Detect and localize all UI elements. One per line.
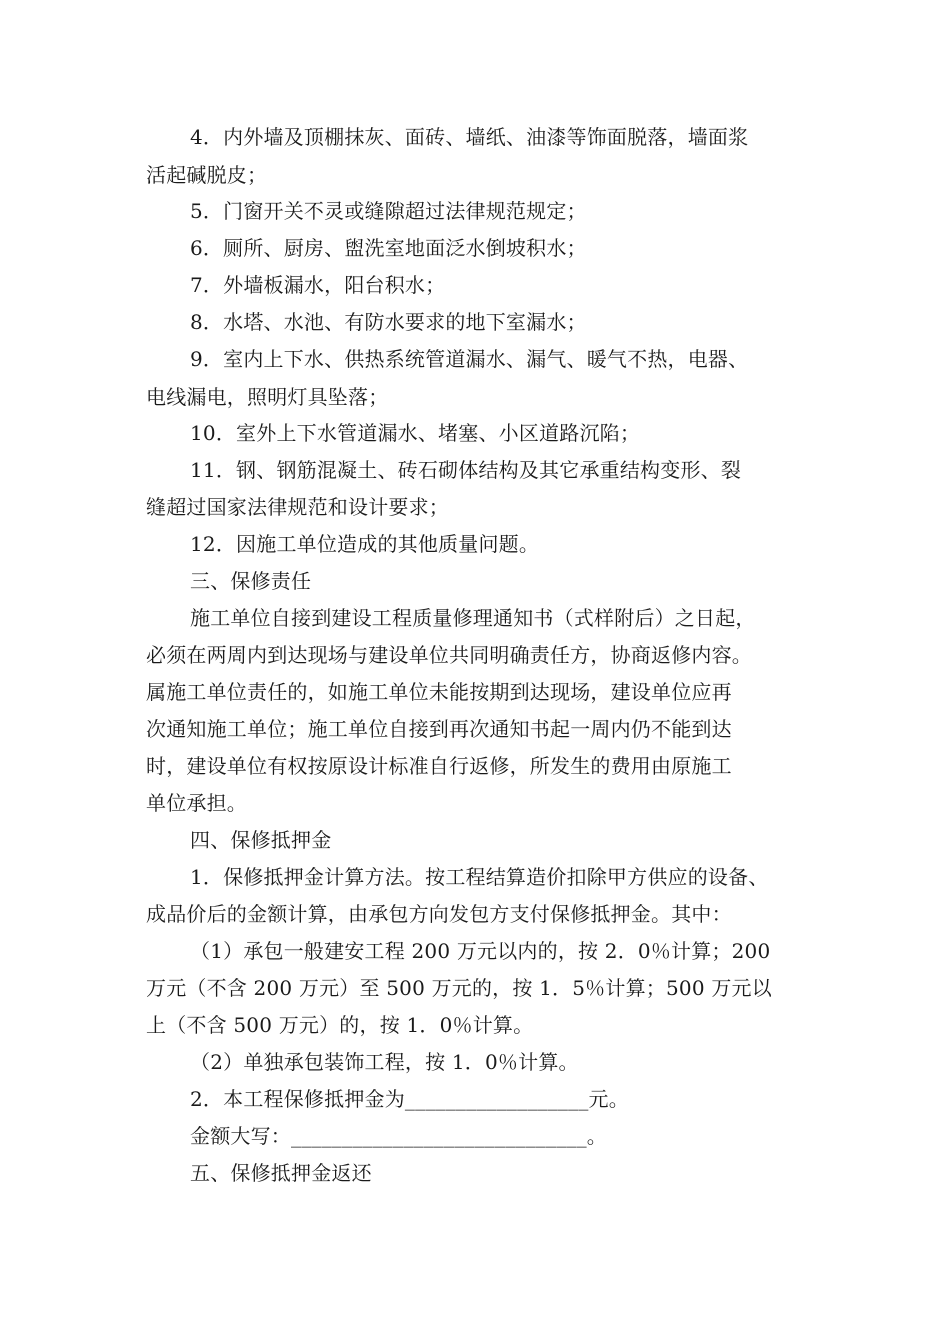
body-line: 8．水塔、水池、有防水要求的地下室漏水；: [190, 310, 587, 334]
body-line: 万元（不含 200 万元）至 500 万元的，按 1．5％计算；500 万元以: [146, 976, 772, 1000]
body-line: 上（不含 500 万元）的，按 1．0％计算。: [146, 1013, 534, 1037]
body-line: 必须在两周内到达现场与建设单位共同明确责任方，协商返修内容。: [146, 643, 752, 667]
body-line: 1．保修抵押金计算方法。按工程结算造价扣除甲方供应的设备、: [190, 865, 769, 889]
body-line: 单位承担。: [146, 791, 247, 815]
section-heading: 四、保修抵押金: [190, 828, 332, 852]
body-line: 6．厕所、厨房、盥洗室地面泛水倒坡积水；: [190, 236, 587, 260]
body-line: 次通知施工单位；施工单位自接到再次通知书起一周内仍不能到达: [146, 717, 732, 741]
amount-in-words-line: 金额大写：_____________________________。: [190, 1124, 607, 1148]
body-line: （1）承包一般建安工程 200 万元以内的，按 2．0％计算；200: [190, 939, 771, 963]
body-line: 缝超过国家法律规范和设计要求；: [146, 495, 449, 519]
body-line: 4．内外墙及顶棚抹灰、面砖、墙纸、油漆等饰面脱落，墙面浆: [190, 125, 749, 149]
body-line: 11．钢、钢筋混凝土、砖石砌体结构及其它承重结构变形、裂: [190, 458, 742, 482]
body-line: 时，建设单位有权按原设计标准自行返修，所发生的费用由原施工: [146, 754, 732, 778]
body-line: 属施工单位责任的，如施工单位未能按期到达现场，建设单位应再: [146, 680, 732, 704]
body-line: 5．门窗开关不灵或缝隙超过法律规范规定；: [190, 199, 587, 223]
body-line: （2）单独承包装饰工程，按 1．0％计算。: [190, 1050, 579, 1074]
body-line: 9．室内上下水、供热系统管道漏水、漏气、暖气不热，电器、: [190, 347, 749, 371]
body-line: 电线漏电，照明灯具坠落；: [146, 385, 389, 409]
body-line: 12．因施工单位造成的其他质量问题。: [190, 532, 540, 556]
section-heading: 三、保修责任: [190, 569, 312, 593]
body-line: 7．外墙板漏水，阳台积水；: [190, 273, 446, 297]
body-line: 成品价后的金额计算，由承包方向发包方支付保修抵押金。其中：: [146, 902, 732, 926]
deposit-amount-line: 2．本工程保修抵押金为__________________元。: [190, 1087, 629, 1111]
section-heading: 五、保修抵押金返还: [190, 1161, 372, 1185]
body-line: 10．室外上下水管道漏水、堵塞、小区道路沉陷；: [190, 421, 641, 445]
body-line: 活起碱脱皮；: [146, 163, 268, 187]
body-line: 施工单位自接到建设工程质量修理通知书（式样附后）之日起，: [190, 606, 756, 630]
